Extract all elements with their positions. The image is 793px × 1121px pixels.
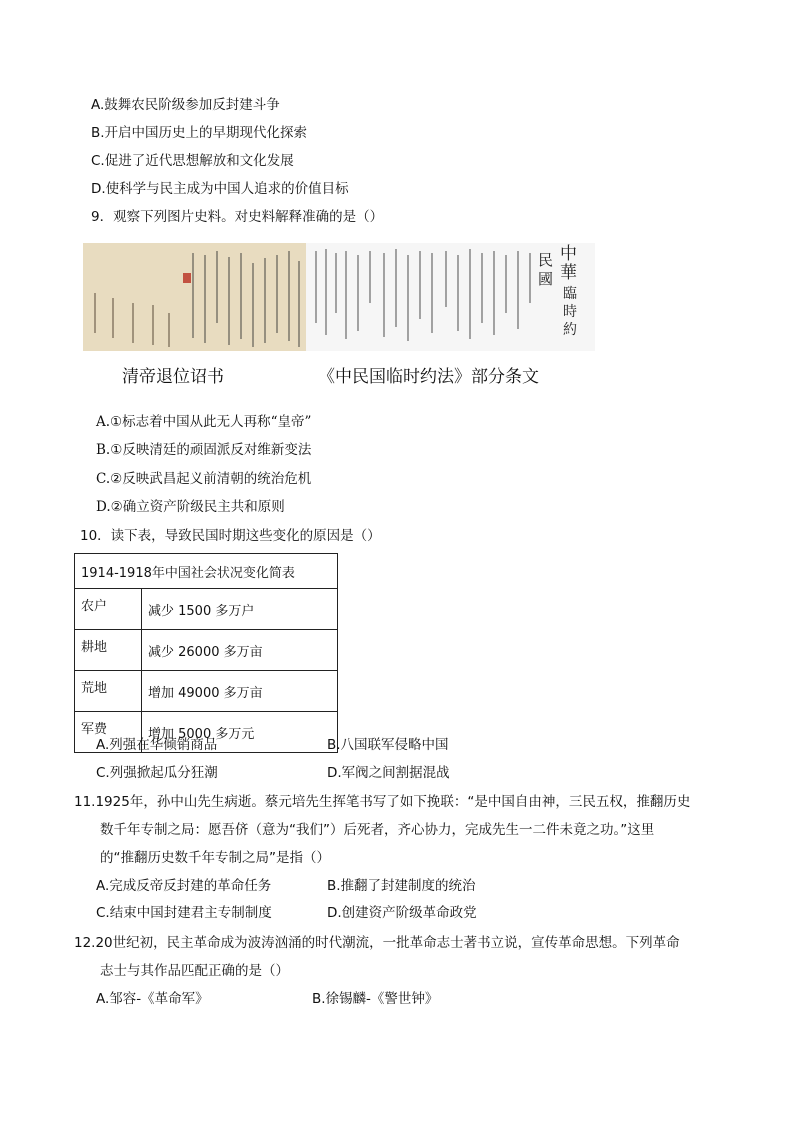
- q11-option-b: B.推翻了封建制度的统治: [327, 878, 476, 894]
- constitution-calligraphy: 中 華: [560, 244, 577, 283]
- q11-option-a: A.完成反帝反封建的革命任务: [96, 878, 272, 894]
- q9-option-a: A.①标志着中国从此无人再称“皇帝”: [96, 414, 312, 430]
- q12-option-b: B.徐锡麟-《警世钟》: [312, 991, 439, 1007]
- table-cell-value: 减少 26000 多万亩: [142, 630, 338, 671]
- q8-option-b: B.开启中国历史上的早期现代化探索: [91, 125, 308, 141]
- q12-stem-line-1: 12.20世纪初，民主革命成为波涛汹涌的时代潮流，一批革命志士著书立说，宣传革命思想。下列革命: [74, 935, 680, 951]
- q11-option-d: D.创建资产阶级革命政党: [327, 905, 477, 921]
- table-cell-value: 减少 1500 多万户: [142, 589, 338, 630]
- q9-option-d: D.②确立资产阶级民主共和原则: [96, 499, 285, 515]
- table-row: [75, 589, 338, 630]
- table-cell-value: 增加 49000 多万亩: [142, 671, 338, 712]
- table-cell-value: 增加 5000 多万元: [142, 712, 338, 753]
- caption-abdication-edict: 清帝退位诏书: [122, 367, 224, 387]
- table-cell-key: 耕地: [75, 630, 142, 671]
- q10-option-d: D.军阀之间割据混战: [327, 765, 450, 781]
- q8-option-d: D.使科学与民主成为中国人追求的价值目标: [91, 181, 349, 197]
- constitution-calligraphy-3: 臨 時 約: [563, 286, 577, 338]
- q10-option-b: B.八国联军侵略中国: [327, 737, 449, 753]
- table-row: [75, 671, 338, 712]
- q9-option-c: C.②反映武昌起义前清朝的统治危机: [96, 471, 312, 487]
- q11-stem-line-2: 数千年专制之局：愿吾侪（意为“我们”）后死者，齐心协力，完成先生一二件未竟之功。”这里: [100, 822, 655, 838]
- table-row: [75, 554, 338, 589]
- q11-stem-line-3: 的“推翻历史数千年专制之局”是指（）: [100, 850, 330, 866]
- table-cell-key: 荒地: [75, 671, 142, 712]
- table-cell-key: 农户: [75, 589, 142, 630]
- q9-stem: 9．观察下列图片史料。对史料解释准确的是（）: [91, 209, 384, 225]
- provisional-constitution-photo: [306, 243, 595, 351]
- historical-images: [83, 243, 595, 351]
- caption-provisional-constitution: 《中民国临时约法》部分条文: [318, 367, 539, 387]
- q9-option-b: B.①反映清廷的顽固派反对维新变法: [96, 442, 312, 458]
- table-title: 1914-1918年中国社会状况变化简表: [75, 554, 338, 589]
- q10-option-c: C.列强掀起瓜分狂潮: [96, 765, 218, 781]
- q12-stem-line-2: 志士与其作品匹配正确的是（）: [100, 963, 289, 979]
- q8-option-a: A.鼓舞农民阶级参加反封建斗争: [91, 97, 280, 113]
- q10-stem: 10．读下表，导致民国时期这些变化的原因是（）: [80, 528, 381, 544]
- abdication-edict-photo: [83, 243, 306, 351]
- constitution-calligraphy-2: 民 國: [538, 251, 554, 288]
- q8-option-c: C.促进了近代思想解放和文化发展: [91, 153, 294, 169]
- q12-option-a: A.邹容-《革命军》: [96, 991, 209, 1007]
- q10-option-a: A.列强在华倾销商品: [96, 737, 218, 753]
- table-cell-key: 军费: [75, 712, 142, 753]
- q11-stem-line-1: 11.1925年，孙中山先生病逝。蔡元培先生挥笔书写了如下挽联：“是中国自由神，三民五权，推翻历史: [74, 794, 691, 810]
- q11-option-c: C.结束中国封建君主专制制度: [96, 905, 272, 921]
- social-change-table: [74, 553, 338, 753]
- table-row: [75, 630, 338, 671]
